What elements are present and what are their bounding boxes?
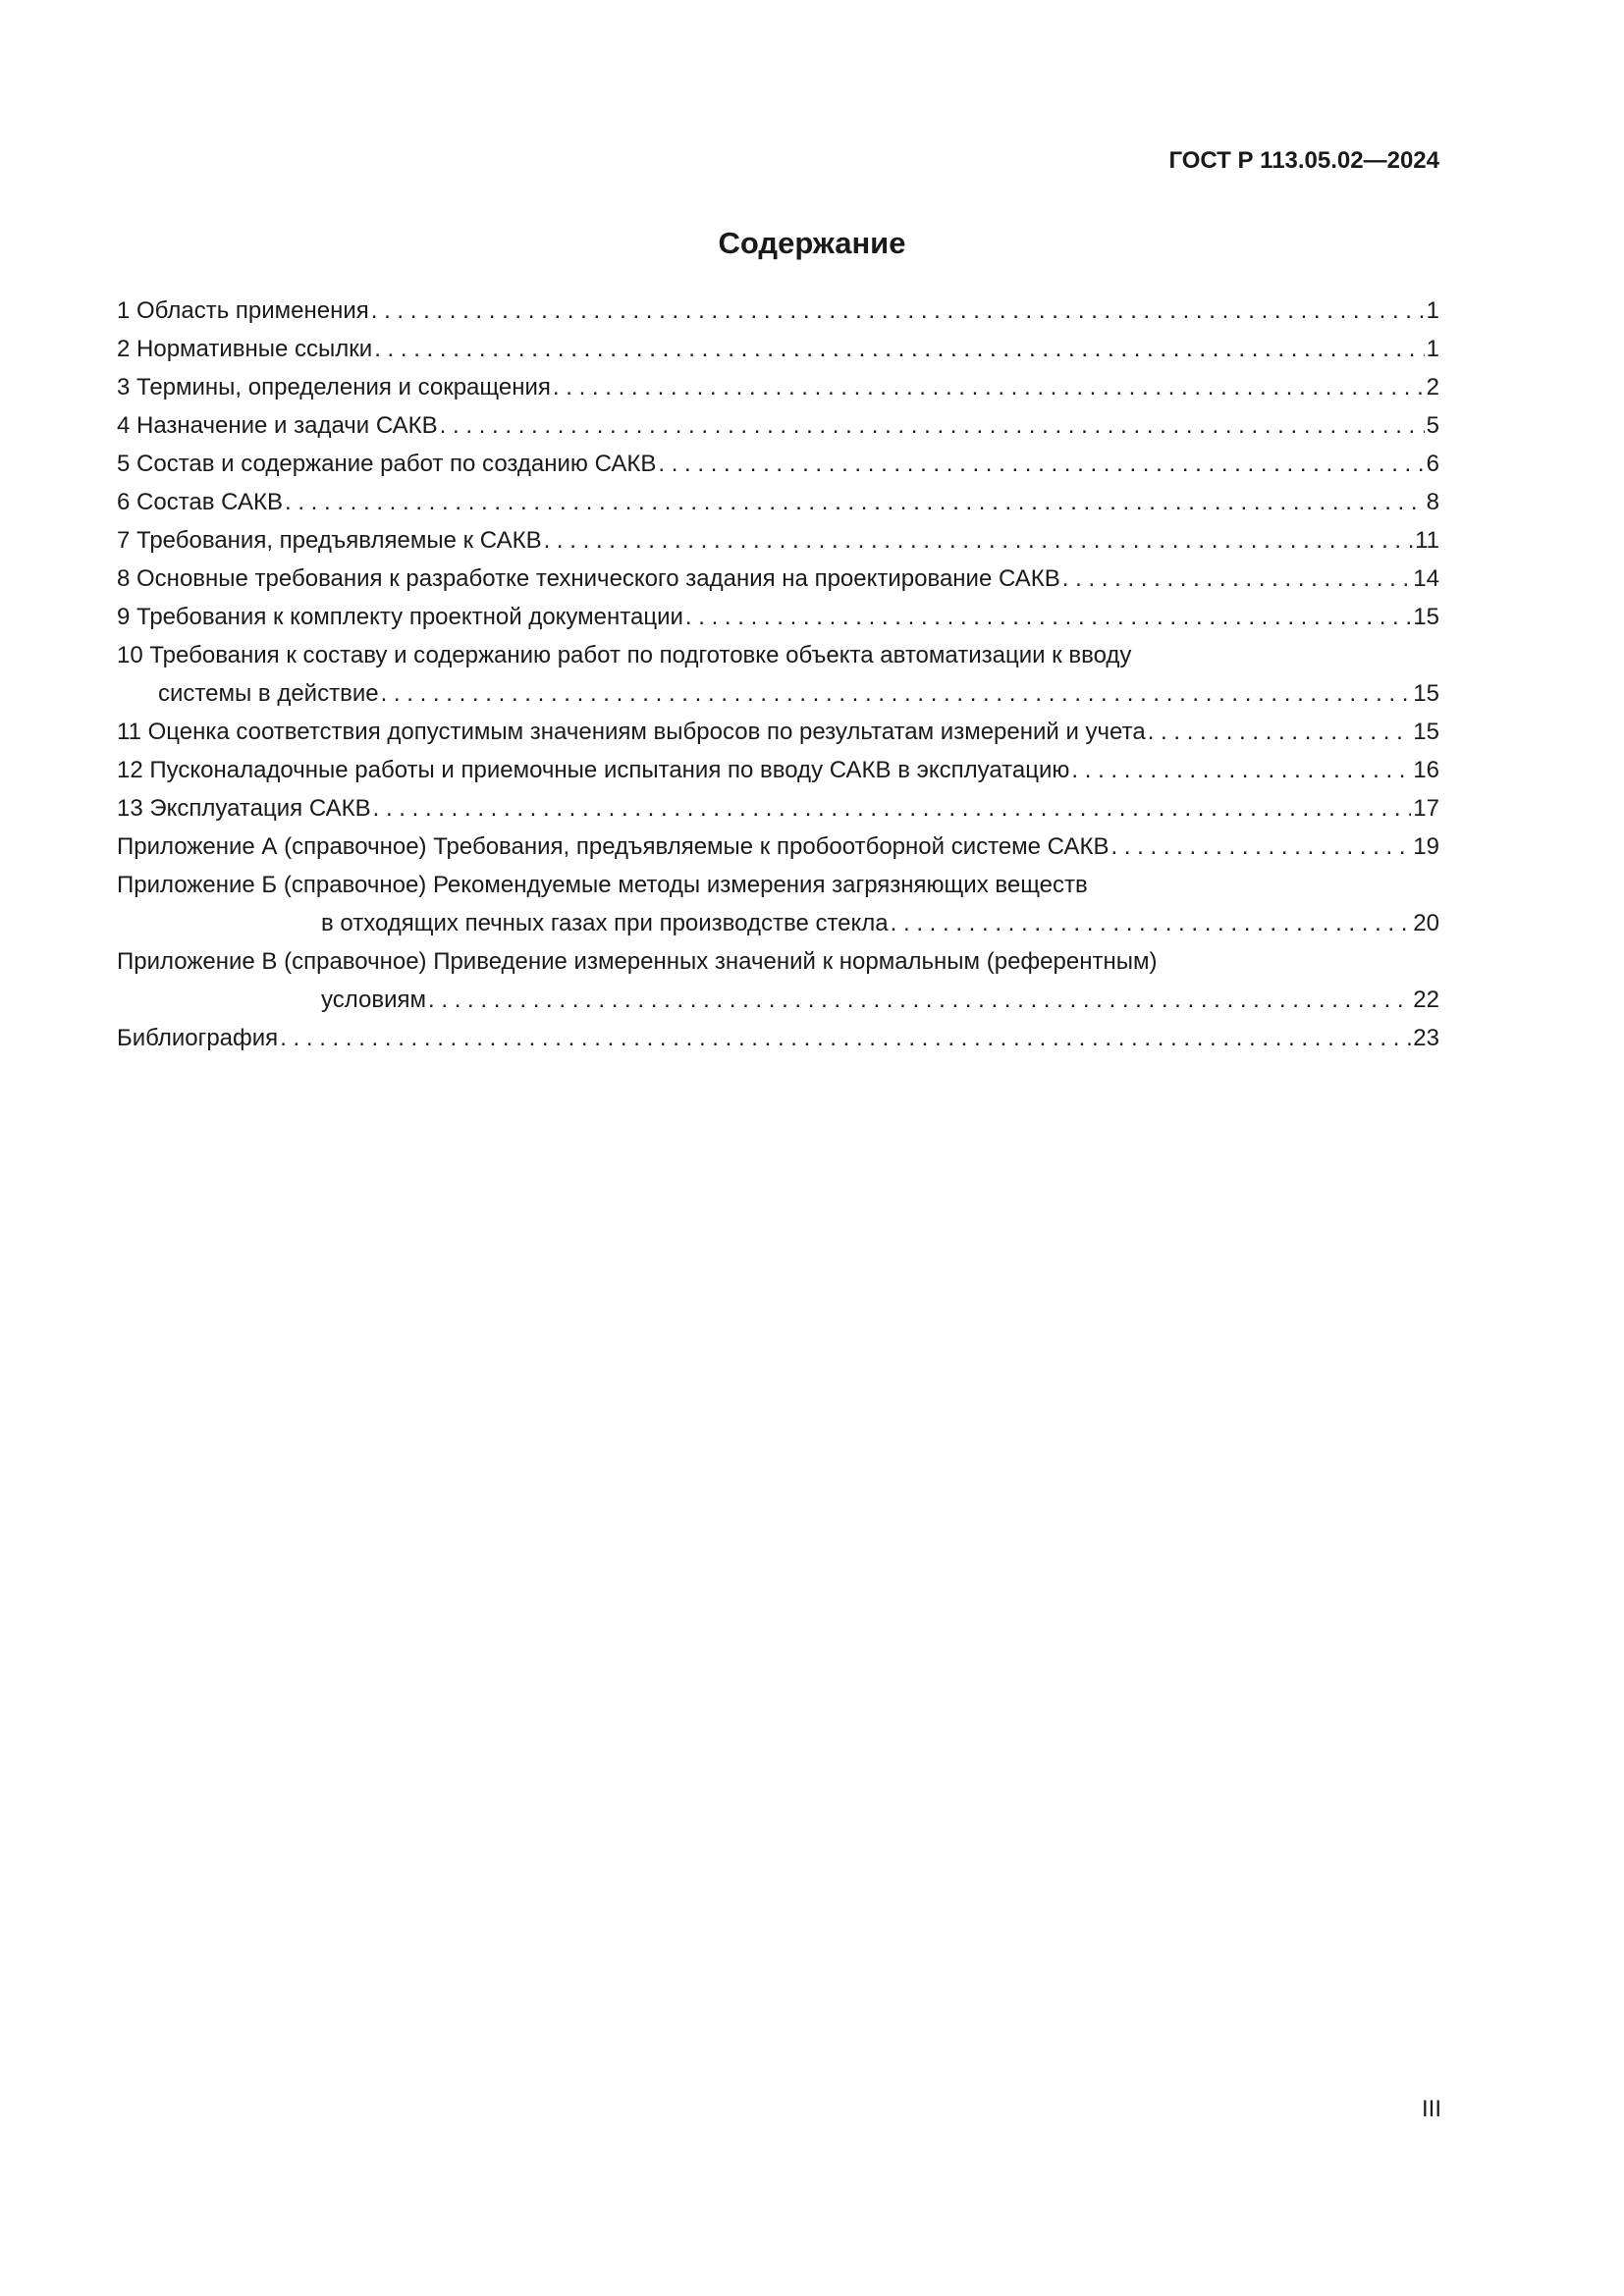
- toc-entry-continuation[interactable]: [117, 904, 1439, 942]
- toc-entry-text: Приложение А (справочное) Требования, предъявляемые к пробоотборной системе САКВ: [117, 833, 1110, 860]
- toc-entry-continuation[interactable]: [117, 674, 1439, 713]
- toc-entry-page: 16: [1413, 757, 1439, 783]
- toc-entry[interactable]: [117, 828, 1439, 866]
- toc-entry[interactable]: [117, 406, 1439, 445]
- toc-entry-text: 5 Состав и содержание работ по созданию САКВ: [117, 451, 657, 477]
- toc-entry[interactable]: [117, 483, 1439, 521]
- toc-entry[interactable]: [117, 866, 1439, 904]
- toc-entry[interactable]: [117, 368, 1439, 406]
- toc-entry-page: 2: [1426, 374, 1439, 400]
- toc-entry-page: 11: [1415, 527, 1439, 554]
- leader-dots: [371, 292, 1425, 330]
- toc-entry-page: 15: [1413, 680, 1439, 707]
- toc-entry[interactable]: [117, 292, 1439, 330]
- toc-entry-page: 23: [1413, 1025, 1439, 1051]
- leader-dots: [685, 598, 1411, 636]
- toc-entry-text-continued: условиям: [321, 987, 427, 1013]
- toc-entry-text: Библиография: [117, 1025, 279, 1051]
- toc-entry-text: 6 Состав САКВ: [117, 489, 283, 515]
- toc-entry-page: 15: [1413, 719, 1439, 745]
- toc-entry-page: 15: [1413, 604, 1439, 630]
- toc-entry-text: 4 Назначение и задачи САКВ: [117, 412, 438, 439]
- toc-entry[interactable]: [117, 751, 1439, 789]
- toc-entry[interactable]: [117, 598, 1439, 636]
- leader-dots: [374, 330, 1424, 368]
- leader-dots: [1062, 560, 1412, 598]
- toc-entry[interactable]: [117, 445, 1439, 483]
- toc-entry-text: 12 Пусконаладочные работы и приемочные испытания по вводу САКВ в эксплуатацию: [117, 757, 1070, 783]
- toc-entry[interactable]: [117, 636, 1439, 674]
- toc-entry-page: 19: [1413, 833, 1439, 860]
- document-code: ГОСТ Р 113.05.02—2024: [1168, 147, 1439, 174]
- leader-dots: [658, 445, 1424, 483]
- leader-dots: [544, 521, 1413, 560]
- toc-entry-page: 1: [1426, 297, 1439, 324]
- leader-dots: [285, 483, 1425, 521]
- leader-dots: [1071, 751, 1411, 789]
- toc-entry-page: 17: [1413, 795, 1439, 822]
- toc-entry-page: 1: [1426, 336, 1439, 362]
- toc-entry-page: 5: [1426, 412, 1439, 439]
- leader-dots: [280, 1019, 1411, 1057]
- page-number: III: [1421, 2096, 1441, 2122]
- toc-entry-text-continued: системы в действие: [158, 680, 379, 707]
- toc-entry-text: Приложение Б (справочное) Рекомендуемые методы измерения загрязняющих веществ: [117, 872, 1088, 898]
- toc-entry[interactable]: [117, 560, 1439, 598]
- toc-entry[interactable]: [117, 942, 1439, 981]
- leader-dots: [1110, 828, 1411, 866]
- toc-entry[interactable]: [117, 521, 1439, 560]
- toc-entry-text: 10 Требования к составу и содержанию работ по подготовке объекта автоматизации к вводу: [117, 642, 1132, 668]
- toc-entry-text: 1 Область применения: [117, 297, 369, 324]
- toc-entry[interactable]: [117, 1019, 1439, 1057]
- toc-entry-text: 11 Оценка соответствия допустимым значениям выбросов по результатам измерений и учета: [117, 719, 1146, 745]
- toc-entry[interactable]: [117, 330, 1439, 368]
- leader-dots: [373, 789, 1412, 828]
- toc-entry-text: 2 Нормативные ссылки: [117, 336, 373, 362]
- leader-dots: [1148, 713, 1412, 751]
- toc-entry-text: 7 Требования, предъявляемые к САКВ: [117, 527, 542, 554]
- toc-entry-text-continued: в отходящих печных газах при производстве стекла: [321, 910, 889, 936]
- leader-dots: [381, 674, 1412, 713]
- table-of-contents: [117, 292, 1439, 1057]
- toc-entry[interactable]: [117, 713, 1439, 751]
- leader-dots: [428, 981, 1411, 1019]
- toc-entry-text: 3 Термины, определения и сокращения: [117, 374, 551, 400]
- toc-entry-page: 6: [1426, 451, 1439, 477]
- toc-entry-page: 8: [1426, 489, 1439, 515]
- toc-title: Содержание: [718, 226, 906, 260]
- toc-entry[interactable]: [117, 789, 1439, 828]
- leader-dots: [891, 904, 1412, 942]
- toc-entry-continuation[interactable]: [117, 981, 1439, 1019]
- leader-dots: [440, 406, 1425, 445]
- toc-entry-text: 9 Требования к комплекту проектной документации: [117, 604, 683, 630]
- toc-entry-page: 20: [1413, 910, 1439, 936]
- toc-entry-text: Приложение В (справочное) Приведение измеренных значений к нормальным (референтным): [117, 948, 1158, 975]
- toc-entry-page: 14: [1413, 565, 1439, 592]
- toc-entry-text: 13 Эксплуатация САКВ: [117, 795, 371, 822]
- toc-entry-page: 22: [1413, 987, 1439, 1013]
- toc-entry-text: 8 Основные требования к разработке технического задания на проектирование САКВ: [117, 565, 1060, 592]
- leader-dots: [553, 368, 1425, 406]
